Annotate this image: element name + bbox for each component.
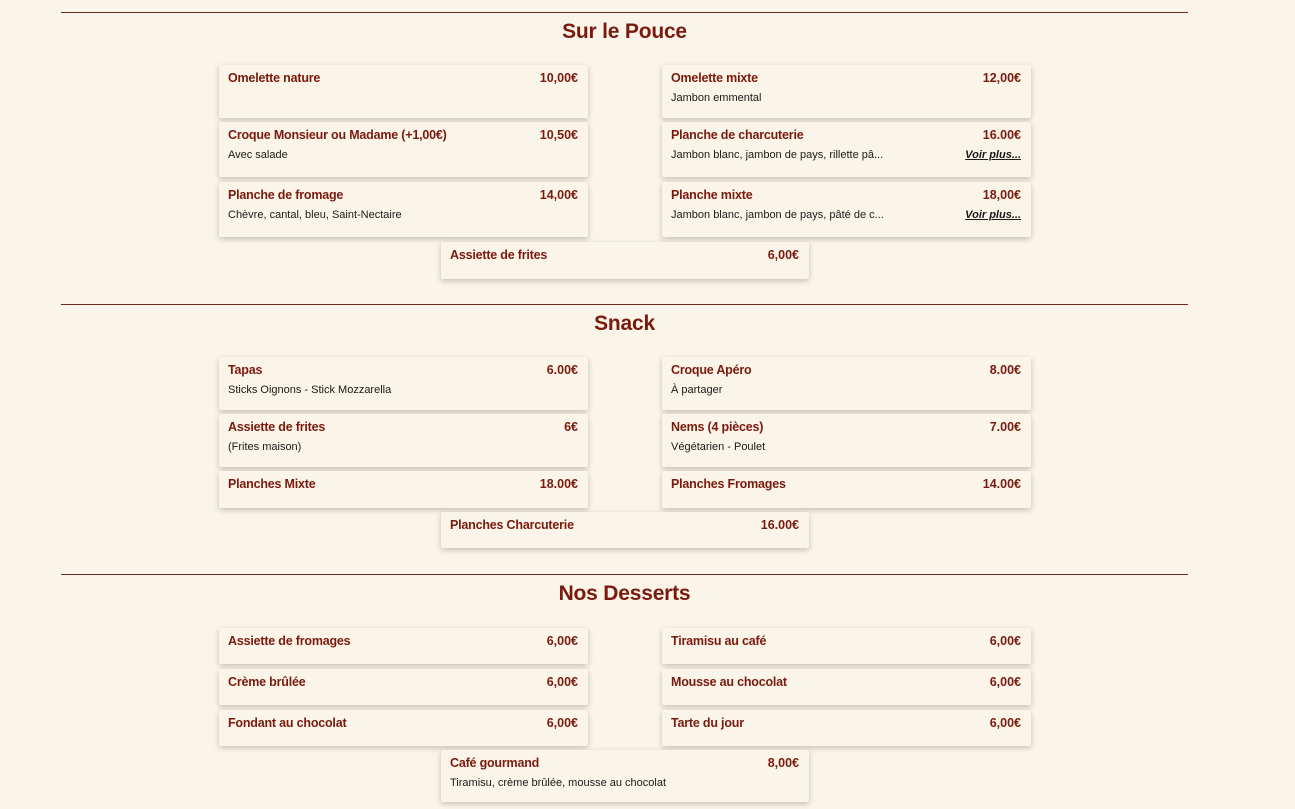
menu-item-card[interactable] bbox=[219, 182, 588, 237]
item-price: 8.00€ bbox=[989, 363, 1021, 377]
menu-item-card[interactable] bbox=[441, 750, 809, 802]
section-title: Nos Desserts bbox=[558, 582, 691, 605]
item-price: 6€ bbox=[564, 420, 578, 434]
item-name: Tarte du jour bbox=[671, 716, 744, 730]
item-description: Jambon blanc, jambon de pays, rillette pâ... bbox=[671, 149, 884, 161]
section-divider bbox=[61, 304, 1188, 305]
menu-item-card[interactable] bbox=[441, 512, 809, 548]
item-price: 7.00€ bbox=[989, 420, 1021, 434]
item-name: Fondant au chocolat bbox=[228, 716, 347, 730]
item-description: Jambon emmental bbox=[671, 92, 762, 104]
item-name: Planches Mixte bbox=[228, 477, 316, 491]
item-price: 6,00€ bbox=[989, 634, 1021, 648]
menu-item-card[interactable] bbox=[219, 122, 588, 177]
menu-item-card[interactable] bbox=[219, 471, 588, 508]
item-name: Planche de charcuterie bbox=[671, 128, 804, 142]
see-more-link[interactable]: Voir plus... bbox=[965, 149, 1021, 161]
section-title: Snack bbox=[594, 312, 655, 335]
item-name: Croque Apéro bbox=[671, 363, 752, 377]
menu-item-card[interactable] bbox=[441, 242, 809, 279]
menu-item-card[interactable] bbox=[662, 710, 1031, 746]
item-name: Assiette de fromages bbox=[228, 634, 351, 648]
menu-item-card[interactable] bbox=[662, 122, 1031, 177]
item-price: 10,50€ bbox=[539, 128, 578, 142]
menu-item-card[interactable] bbox=[219, 628, 588, 664]
item-price: 16.00€ bbox=[760, 518, 799, 532]
item-description: Tiramisu, crème brûlée, mousse au chocolat bbox=[450, 777, 667, 789]
section-title: Sur le Pouce bbox=[562, 20, 687, 43]
item-name: Assiette de frites bbox=[228, 420, 326, 434]
item-name: Planches Fromages bbox=[671, 477, 786, 491]
item-name: Café gourmand bbox=[450, 756, 540, 770]
item-description: Végétarien - Poulet bbox=[671, 441, 766, 453]
item-price: 12,00€ bbox=[982, 71, 1021, 85]
item-price: 8,00€ bbox=[767, 756, 799, 770]
item-price: 6.00€ bbox=[546, 363, 578, 377]
item-price: 16.00€ bbox=[982, 128, 1021, 142]
item-description: Avec salade bbox=[228, 149, 288, 161]
menu-item-card[interactable] bbox=[219, 357, 588, 410]
menu-item-card[interactable] bbox=[662, 182, 1031, 237]
menu-item-card[interactable] bbox=[219, 414, 588, 467]
item-price: 18,00€ bbox=[982, 188, 1021, 202]
item-description: Chèvre, cantal, bleu, Saint-Nectaire bbox=[228, 209, 402, 221]
menu-item-card[interactable] bbox=[662, 65, 1031, 118]
item-price: 6,00€ bbox=[989, 716, 1021, 730]
item-price: 6,00€ bbox=[546, 634, 578, 648]
item-name: Planche de fromage bbox=[228, 188, 344, 202]
menu-item-card[interactable] bbox=[219, 669, 588, 705]
menu-item-card[interactable] bbox=[662, 414, 1031, 467]
menu-item-card[interactable] bbox=[219, 65, 588, 118]
item-name: Planches Charcuterie bbox=[450, 518, 574, 532]
item-name: Mousse au chocolat bbox=[671, 675, 787, 689]
item-name: Crème brûlée bbox=[228, 675, 306, 689]
item-name: Tapas bbox=[228, 363, 263, 377]
item-price: 14.00€ bbox=[982, 477, 1021, 491]
item-name: Croque Monsieur ou Madame (+1,00€) bbox=[228, 128, 447, 142]
menu-item-card[interactable] bbox=[662, 669, 1031, 705]
item-price: 6,00€ bbox=[989, 675, 1021, 689]
item-price: 14,00€ bbox=[539, 188, 578, 202]
item-description: (Frites maison) bbox=[228, 441, 302, 453]
item-price: 10,00€ bbox=[539, 71, 578, 85]
item-name: Assiette de frites bbox=[450, 248, 548, 262]
menu-item-card[interactable] bbox=[662, 357, 1031, 410]
section-divider bbox=[61, 574, 1188, 575]
menu-item-card[interactable] bbox=[662, 628, 1031, 664]
item-price: 6,00€ bbox=[767, 248, 799, 262]
item-description: Sticks Oignons - Stick Mozzarella bbox=[228, 384, 392, 396]
item-price: 6,00€ bbox=[546, 716, 578, 730]
item-name: Planche mixte bbox=[671, 188, 753, 202]
see-more-link[interactable]: Voir plus... bbox=[965, 209, 1021, 221]
item-name: Nems (4 pièces) bbox=[671, 420, 764, 434]
menu-item-card[interactable] bbox=[219, 710, 588, 746]
item-description: À partager bbox=[671, 384, 723, 396]
item-name: Tiramisu au café bbox=[671, 634, 767, 648]
menu-item-card[interactable] bbox=[662, 471, 1031, 508]
item-price: 18.00€ bbox=[539, 477, 578, 491]
item-price: 6,00€ bbox=[546, 675, 578, 689]
item-name: Omelette nature bbox=[228, 71, 321, 85]
section-divider bbox=[61, 12, 1188, 13]
item-name: Omelette mixte bbox=[671, 71, 758, 85]
item-description: Jambon blanc, jambon de pays, pâté de c... bbox=[671, 209, 884, 221]
